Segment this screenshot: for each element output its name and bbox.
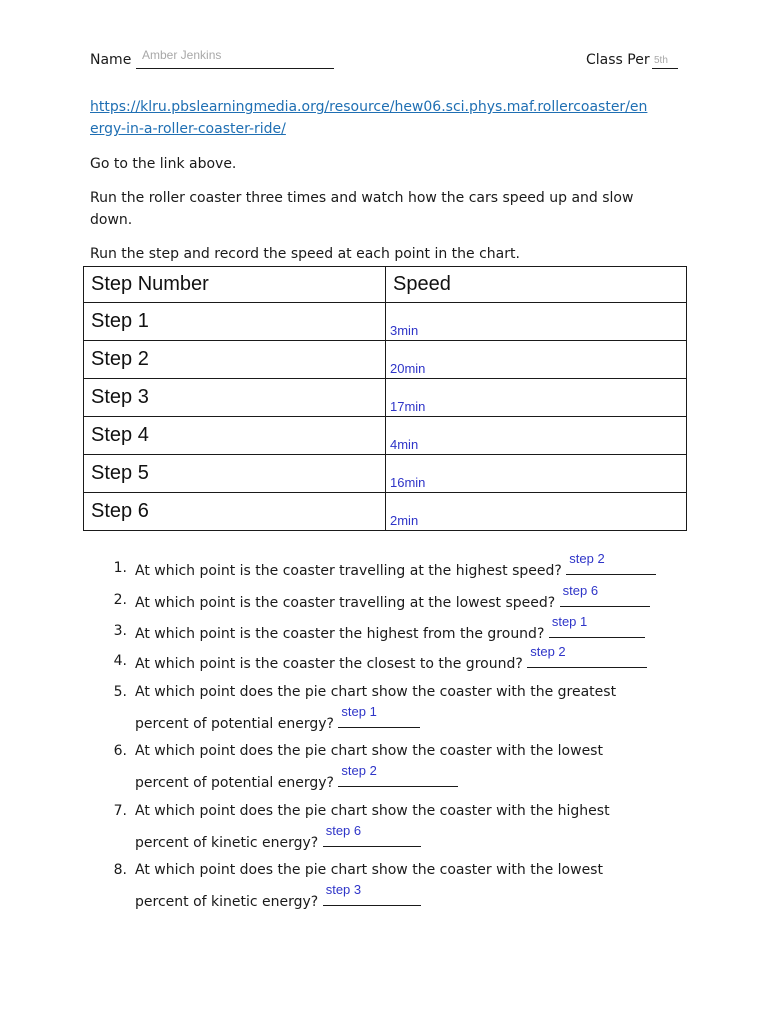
question-text-continued: percent of kinetic energy? — [135, 894, 319, 910]
answer-value: step 1 — [341, 704, 377, 719]
resource-link-line2[interactable]: ergy-in-a-roller-coaster-ride/ — [90, 121, 286, 137]
answer-field[interactable] — [338, 763, 458, 787]
question-text: At which point does the pie chart show the coaster with the highest — [135, 803, 610, 819]
question-text-continued: percent of potential energy? — [135, 716, 334, 732]
question-text: At which point is the coaster travelling at the lowest speed? — [135, 595, 556, 611]
answer-field[interactable] — [323, 882, 421, 906]
question-number: 4. — [113, 653, 127, 669]
answer-value: step 6 — [325, 823, 362, 838]
instruction-run-coaster-line2: down. — [90, 212, 133, 228]
question-number: 5. — [113, 684, 127, 700]
question-text: At which point is the coaster the closest to the ground? — [135, 656, 523, 672]
step-cell: Step 3 — [84, 379, 386, 417]
column-header-speed: Speed — [386, 267, 687, 303]
name-value: Amber Jenkins — [142, 48, 222, 62]
instruction-go-to-link: Go to the link above. — [90, 156, 237, 172]
question-item — [105, 682, 705, 732]
step-cell: Step 1 — [84, 303, 386, 341]
answer-value: step 6 — [562, 583, 599, 598]
question-number: 1. — [113, 560, 127, 576]
answer-field[interactable] — [323, 823, 421, 847]
answer-value: step 2 — [530, 644, 566, 659]
step-cell: Step 2 — [84, 341, 386, 379]
table-header-row — [84, 267, 687, 303]
answer-field[interactable] — [560, 583, 650, 607]
question-text-continued: percent of kinetic energy? — [135, 835, 319, 851]
table-row — [84, 455, 687, 493]
answer-value: step 2 — [341, 763, 377, 778]
answer-value: step 3 — [325, 882, 362, 897]
question-text: At which point is the coaster the highest from the ground? — [135, 626, 545, 642]
answer-field[interactable] — [527, 644, 647, 668]
answer-field[interactable] — [566, 551, 656, 575]
speed-cell[interactable]: 17min — [386, 379, 687, 417]
class-period-label: Class Per — [586, 52, 650, 68]
name-label: Name — [90, 52, 132, 68]
column-header-step-number: Step Number — [84, 267, 386, 303]
instruction-run-coaster-line1: Run the roller coaster three times and watch how the cars speed up and slow — [90, 190, 634, 206]
speed-cell[interactable]: 3min — [386, 303, 687, 341]
question-number: 7. — [113, 803, 127, 819]
speed-table — [83, 266, 687, 531]
step-cell: Step 6 — [84, 493, 386, 531]
answer-field[interactable] — [338, 704, 420, 728]
question-text: At which point is the coaster travelling at the highest speed? — [135, 563, 562, 579]
answer-field[interactable] — [549, 614, 645, 638]
speed-cell[interactable]: 2min — [386, 493, 687, 531]
step-cell: Step 4 — [84, 417, 386, 455]
question-item — [105, 860, 705, 910]
speed-cell[interactable]: 4min — [386, 417, 687, 455]
question-number: 6. — [113, 743, 127, 759]
question-number: 8. — [113, 862, 127, 878]
question-item — [105, 801, 705, 851]
resource-link-line1[interactable]: https://klru.pbslearningmedia.org/resource/hew06.sci.phys.maf.rollercoaster/en — [90, 99, 648, 115]
table-row — [84, 493, 687, 531]
instruction-record-speed: Run the step and record the speed at each point in the chart. — [90, 246, 520, 262]
question-text-continued: percent of potential energy? — [135, 775, 334, 791]
question-number: 2. — [113, 592, 127, 608]
question-text: At which point does the pie chart show the coaster with the lowest — [135, 862, 603, 878]
table-row — [84, 417, 687, 455]
table-row — [84, 341, 687, 379]
question-number: 3. — [113, 623, 127, 639]
answer-value: step 2 — [569, 551, 605, 566]
question-item — [105, 741, 705, 791]
class-period-value: 5th — [654, 55, 668, 66]
table-row — [84, 379, 687, 417]
question-text: At which point does the pie chart show the coaster with the lowest — [135, 743, 603, 759]
speed-cell[interactable]: 16min — [386, 455, 687, 493]
answer-value: step 1 — [551, 614, 588, 629]
question-text: At which point does the pie chart show the coaster with the greatest — [135, 684, 617, 700]
speed-cell[interactable]: 20min — [386, 341, 687, 379]
table-row — [84, 303, 687, 341]
step-cell: Step 5 — [84, 455, 386, 493]
